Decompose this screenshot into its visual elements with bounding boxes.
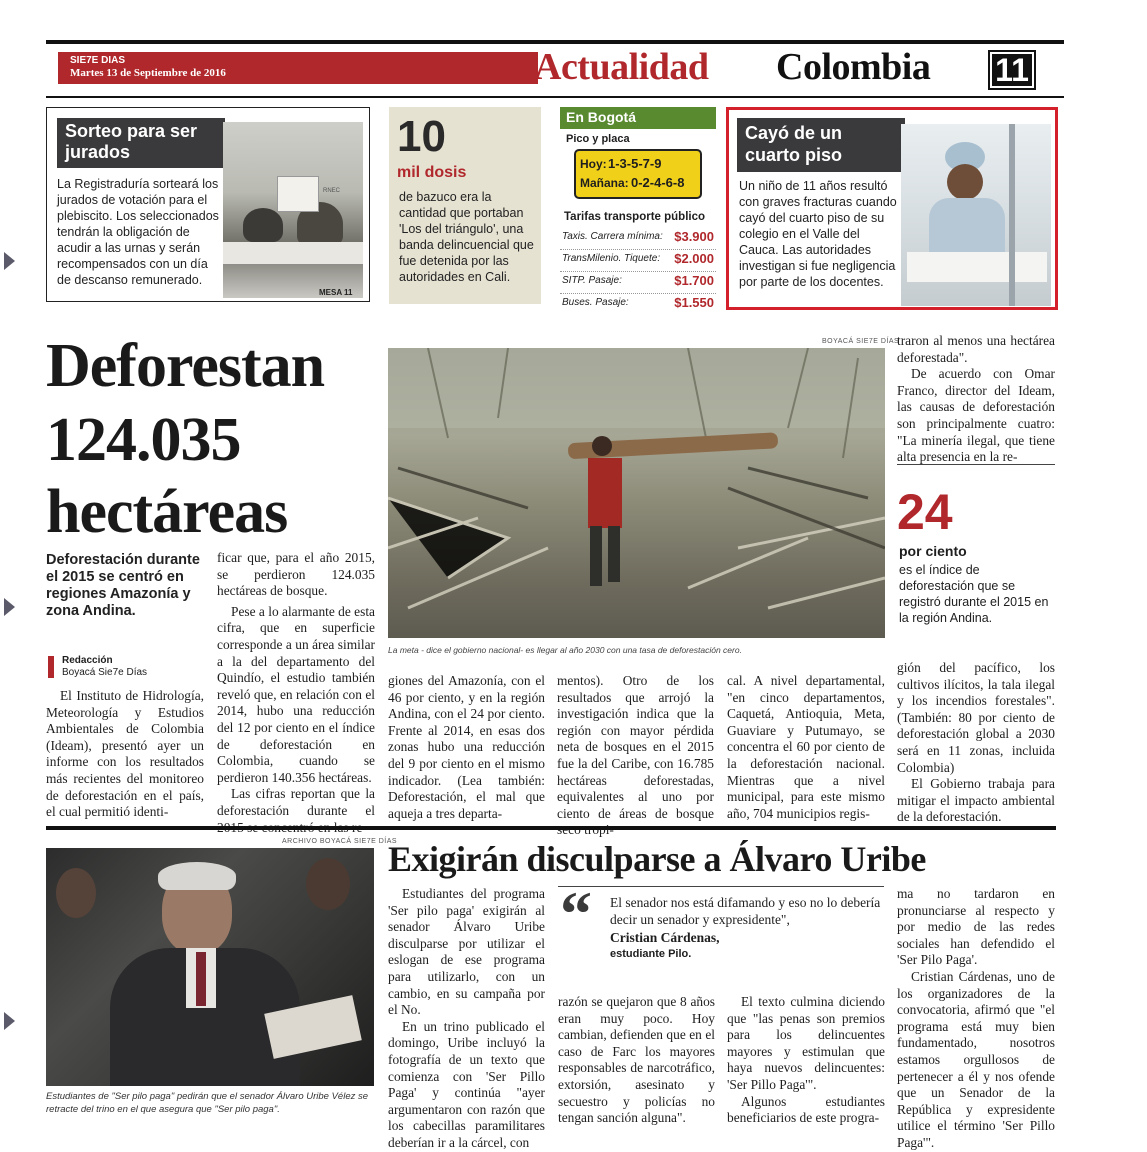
paragraph: El texto culmina diciendo que "las penas son premios para los delincuentes mayores y estimulan que haya nuevos delincuentes: 'Ser Pillo Paga'". — [727, 994, 885, 1092]
story-deck: Deforestación durante el 2015 se centró en regiones Amazonía y zona Andina. — [46, 552, 200, 619]
dosis-body: de bazuco era la cantidad que portaban 'Los del triángulo', una banda delincuencial que fue detenida por las autoridades en Cali. — [399, 190, 534, 284]
tarifa-row — [560, 272, 716, 294]
tomorrow-digits: 0-2-4-6-8 — [631, 175, 685, 190]
tarifa-label: Buses. Pasaje: — [562, 297, 629, 308]
tarifa-label: TransMilenio. Tiquete: — [562, 253, 661, 264]
paragraph: El Instituto de Hidrología, Meteorología y Estudios Ambientales de Colombia (Ideam), presentó ayer un informe con los resultados más recientes del monitoreo de deforestación en el país, el cual permitió identi- — [46, 688, 204, 820]
brief-body: Un niño de 11 años resultó con graves fracturas cuando cayó del cuarto piso de su colegio en el Valle del Cauca. Las autoridades investigan si fue negligencia por parte de los docentes. — [739, 179, 897, 289]
license-plate — [574, 149, 702, 199]
deforestation-photo-art — [388, 348, 885, 638]
uribe-headline: Exigirán disculparse a Álvaro Uribe — [388, 839, 926, 879]
paragraph: Estudiantes del programa 'Ser pilo paga' exigirán al senador Álvaro Uribe disculparse por utilizar el eslogan de ese programa para utilizarlo, con un cambio, en su campaña por el No. — [388, 886, 545, 1018]
paragraph: cal. A nivel departamental, "en cinco departamentos, Caquetá, Antioquia, Meta, Guaviare y Putumayo, se concentra el 60 por ciento de la deforestación nacional. Mientras que a nivel municipal, para este mismo año, 704 municipios regis- — [727, 673, 885, 821]
story-column-3 — [388, 673, 545, 822]
tarifa-value: $2.000 — [674, 251, 714, 266]
stat-body: es el índice de deforestación que se registró durante el 2015 en la región Andina. — [899, 563, 1049, 625]
paragraph: El Gobierno trabaja para mitigar el impacto ambiental de la deforestación. — [897, 776, 1055, 825]
brief-title: Sorteo para ser jurados — [65, 121, 198, 162]
tarifa-value: $1.550 — [674, 295, 714, 310]
stat-divider — [897, 464, 1055, 465]
bystander-shape — [56, 868, 96, 918]
pull-quote-text: El senador nos está difamando y eso no lo debería decir un senador y expresidente", — [610, 895, 881, 927]
tarifas-list — [560, 228, 716, 315]
byline-name: Boyacá Sie7e Días — [62, 667, 148, 678]
tarifas-title: Tarifas transporte público — [564, 211, 706, 223]
tarifa-value: $3.900 — [674, 229, 714, 244]
tarifa-row — [560, 294, 716, 315]
byline-label: Redacción — [62, 655, 113, 666]
deforestation-photo — [388, 348, 885, 638]
person-shape — [243, 208, 283, 242]
section-title-actualidad: Actualidad — [534, 46, 709, 88]
face-shape — [947, 164, 983, 200]
table-shape — [223, 242, 363, 264]
paragraph: En un trino publicado el domingo, Uribe incluyó la fotografía de un texto que comienza con 'Ser Pillo Paga' y continúa "ayer argumentaron con razón que los cabecillas paramilitares deberían ir a la cárcel, con — [388, 1018, 545, 1150]
stat-number: 24 — [897, 484, 953, 540]
uribe-column-1 — [388, 886, 545, 1152]
headline-line1: Deforestan — [46, 332, 325, 400]
stat-label: por ciento — [899, 543, 967, 559]
story-column-6-top — [897, 333, 1055, 466]
quote-divider — [558, 886, 884, 887]
brief-jurados — [46, 107, 370, 302]
tomorrow-label: Mañana: — [580, 176, 629, 190]
headline-line3: hectáreas — [46, 478, 288, 546]
today-digits: 1-3-5-7-9 — [608, 156, 662, 171]
photo-credit: BOYACÁ SIE7E DÍAS — [822, 338, 900, 345]
uribe-photo-caption: Estudiantes de "Ser pilo paga" pedirán que el senador Álvaro Uribe Vélez se retracte del trino en el que asegura que "Ser pilo paga". — [46, 1091, 369, 1115]
story-column-2 — [217, 550, 375, 836]
pico-placa-title: Pico y placa — [566, 133, 630, 145]
photo-caption: La meta - dice el gobierno nacional- es llegar al año 2030 con una tasa de deforestación cero. — [388, 645, 742, 655]
quote-mark-icon: “ — [560, 878, 592, 949]
pull-quote-author: Cristian Cárdenas, — [610, 930, 720, 945]
uribe-photo — [46, 848, 374, 1086]
today-label: Hoy: — [580, 157, 607, 171]
paragraph: Cristian Cárdenas, uno de los organizadores de la convocatoria, afirmó que "el programa está muy bien fundamentado, nosotros estamos orgullosos de pertenecer a él y nos ofende que un Senador de la República y expresidente utilice el término 'Ser Pillo Paga'". — [897, 968, 1055, 1150]
tie-shape — [196, 952, 206, 1006]
brief-body: La Registraduría sorteará los jurados de votación para el plebiscito. Los seleccionados tendrán la obligación de acudir a las urnas y serán recompensados con un día de descanso remunerado. — [57, 177, 219, 287]
bogota-title: En Bogotá — [566, 109, 636, 125]
mesa-tag: MESA 11 — [319, 288, 353, 297]
story-column-5 — [727, 673, 885, 822]
paragraph: Pese a lo alarmante de esta cifra, que en superficie corresponde a un área similar a la del departamento del Quindío, el estudio también reveló que, en relación con el 2014, hubo una reducción del 12 por ciento en el índice de deforestación en Colombia, cuando se perdieron 140.356 hectáreas. — [217, 603, 375, 785]
margin-arrow-icon — [4, 1012, 15, 1030]
story-column-1 — [46, 688, 204, 821]
paragraph: traron al menos una hectárea deforestada". — [897, 333, 1055, 365]
story-column-4 — [557, 673, 714, 839]
dosis-unit: mil dosis — [397, 164, 467, 181]
tarifa-label: Taxis. Carrera mínima: — [562, 231, 663, 242]
paragraph: mentos). Otro de los resultados que arrojó la investigación indica que la región con mayor pérdida neta de bosques en el 2015 fue la del Caribe, con 16.785 hectáreas deforestadas, equivalentes al uno por ciento de áreas de bosque — [557, 673, 714, 821]
tarifa-value: $1.700 — [674, 273, 714, 288]
byline-marker — [48, 656, 54, 678]
page-header — [46, 40, 1064, 98]
jurados-photo — [223, 122, 363, 298]
rnec-tag: RNEC — [323, 188, 341, 194]
hair-shape — [158, 862, 236, 890]
brief-title: Cayó de un cuarto piso — [745, 123, 843, 165]
paragraph: ficar que, para el año 2015, se perdieron 124.035 hectáreas de bosque. — [217, 550, 375, 599]
section-title-colombia: Colombia — [776, 46, 931, 88]
paragraph: Las cifras reportan que la deforestación durante el — [217, 786, 375, 818]
paragraph: giones del Amazonía, con el 46 por ciento, y en la región Andina, con el 24 por ciento. Frente al 2014, en esas dos zonas hubo una reducción del 9 por ciento en el mismo indicador. (Lea también: Deforestación, el mal que aqueja a tres departa- — [388, 673, 545, 821]
ballot-box-shape — [277, 176, 319, 212]
hospital-photo — [901, 124, 1051, 306]
uribe-column-3 — [727, 994, 885, 1127]
brief-dosis — [389, 107, 541, 304]
section-divider — [46, 826, 1056, 830]
dosis-number: 10 — [397, 112, 446, 161]
uribe-column-4 — [897, 886, 1055, 1152]
paragraph: ma no tardaron en pronunciarse al respecto y por medio de las redes sociales han defendido el 'Ser Pilo Paga'. — [897, 886, 1055, 968]
page-number: 11 — [988, 50, 1036, 90]
paragraph: razón se quejaron que 8 años eran muy poco. Hoy cambian, defienden que en el caso de Farc los mayores responsables de narcotráfico, extorsión, asesinato y secuestro y policías no tengan sanción alguna". — [558, 994, 715, 1126]
uribe-photo-credit: ARCHIVO BOYACÁ SIE7E DÍAS — [282, 838, 398, 845]
pull-quote-role: estudiante Pilo. — [610, 948, 692, 960]
bed-rail-shape — [1009, 124, 1015, 306]
issue-date: Martes 13 de Septiembre de 2016 — [70, 67, 226, 79]
publication-name: SIE7E DIAS — [70, 55, 126, 66]
brief-bogota — [560, 107, 716, 310]
paragraph: Algunos estudiantes beneficiarios de este progra- — [727, 1093, 885, 1126]
tarifa-label: SITP. Pasaje: — [562, 275, 622, 286]
paragraph: gión del pacífico, los cultivos ilícitos, la tala ilegal y los incendios forestales". (También: 80 por ciento de deforestación global a 2030 será en 11 zonas, incluida Colombia) — [897, 660, 1055, 775]
tarifa-row — [560, 228, 716, 250]
bystander-shape — [306, 858, 350, 910]
paragraph: De acuerdo con Omar Franco, director del Ideam, las causas de deforestación son principalmente cuatro: "La minería ilegal, que tiene alta presencia en la re- — [897, 366, 1055, 465]
headline-line2: 124.035 — [46, 406, 241, 474]
margin-arrow-icon — [4, 598, 15, 616]
brief-cayo — [726, 107, 1058, 310]
story-column-6-bottom — [897, 660, 1055, 826]
uribe-column-2 — [558, 994, 715, 1127]
tarifa-row — [560, 250, 716, 272]
margin-arrow-icon — [4, 252, 15, 270]
bed-shape — [907, 252, 1047, 282]
